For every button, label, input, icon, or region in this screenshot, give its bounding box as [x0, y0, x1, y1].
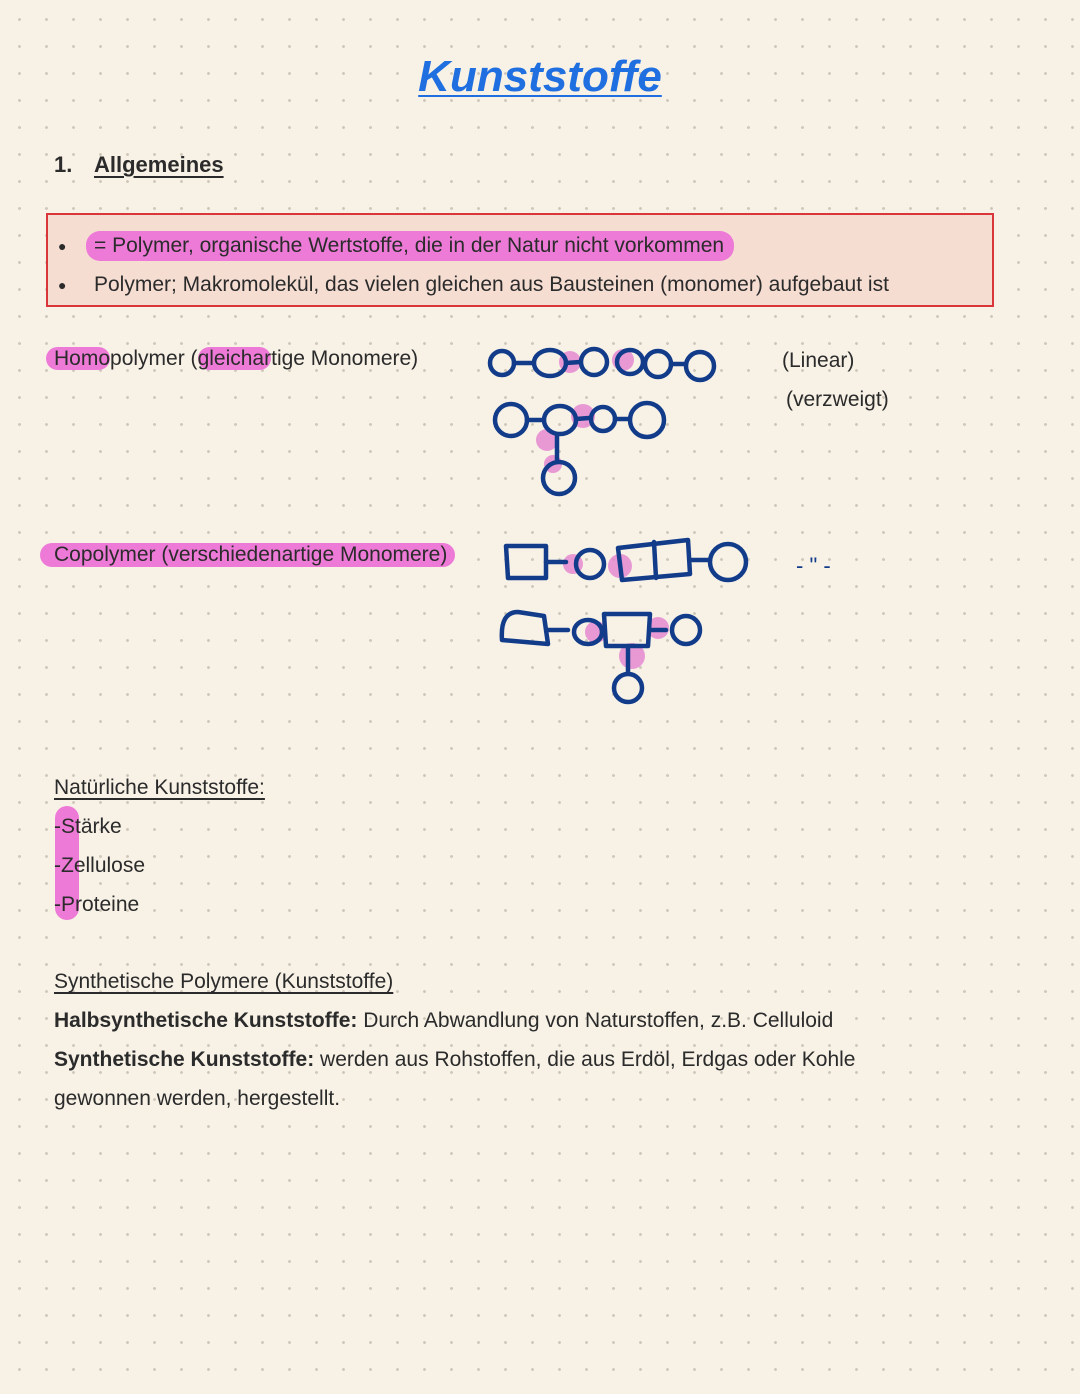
- synthetic-label: Synthetische Kunststoffe:: [54, 1048, 315, 1071]
- definition-box: [46, 213, 994, 307]
- definition-text: Polymer; Makromolekül, das vielen gleichen aus Bausteinen (monomer) aufgebaut ist: [94, 273, 889, 296]
- linear-label: (Linear): [782, 349, 855, 372]
- natural-item: -Zellulose: [54, 854, 146, 877]
- semi-synthetic-label: Halbsynthetische Kunststoffe:: [54, 1009, 358, 1032]
- section-heading: [54, 152, 224, 178]
- branched-label: (verzweigt): [786, 388, 889, 411]
- natural-item: -Proteine: [54, 893, 140, 916]
- page-title: Kunststoffe: [418, 52, 662, 101]
- synthetic-text: werden aus Rohstoffen, die aus Erdöl, Erdgas oder Kohle: [314, 1048, 856, 1071]
- homopolymer-branched-sketch: [485, 392, 685, 502]
- bullet-icon: ●: [58, 277, 67, 293]
- definition-text: = Polymer, organische Wertstoffe, die in der Natur nicht vorkommen: [86, 231, 734, 261]
- copolymer-label: Copolymer (verschiedenartige Monomere): [40, 543, 455, 567]
- semi-synthetic-text: Durch Abwandlung von Naturstoffen, z.B. Celluloid: [357, 1009, 834, 1032]
- synthetic-line: [54, 1048, 856, 1072]
- section-title: Allgemeines: [94, 152, 224, 177]
- natural-item: -Stärke: [54, 815, 122, 838]
- homopolymer-linear-sketch: [480, 338, 730, 388]
- section-number: 1.: [54, 152, 73, 177]
- copolymer-linear-sketch: [498, 536, 768, 586]
- synthetic-line-continued: gewonnen werden, hergestellt.: [54, 1087, 341, 1110]
- homopolymer-highlight: Homo: [46, 347, 110, 370]
- semi-synthetic-line: [54, 1009, 833, 1033]
- homopolymer-highlight: gleichar: [197, 347, 272, 370]
- copolymer-ditto: - " -: [796, 553, 831, 578]
- homopolymer-text: polymer (: [110, 347, 198, 370]
- copolymer-branched-sketch: [496, 600, 716, 710]
- homopolymer-text: tige Monomere): [271, 347, 419, 370]
- natural-heading: Natürliche Kunststoffe:: [54, 776, 265, 799]
- synthetic-heading: Synthetische Polymere (Kunststoffe): [54, 970, 394, 993]
- homopolymer-label: [46, 347, 418, 371]
- bullet-icon: ●: [58, 238, 67, 254]
